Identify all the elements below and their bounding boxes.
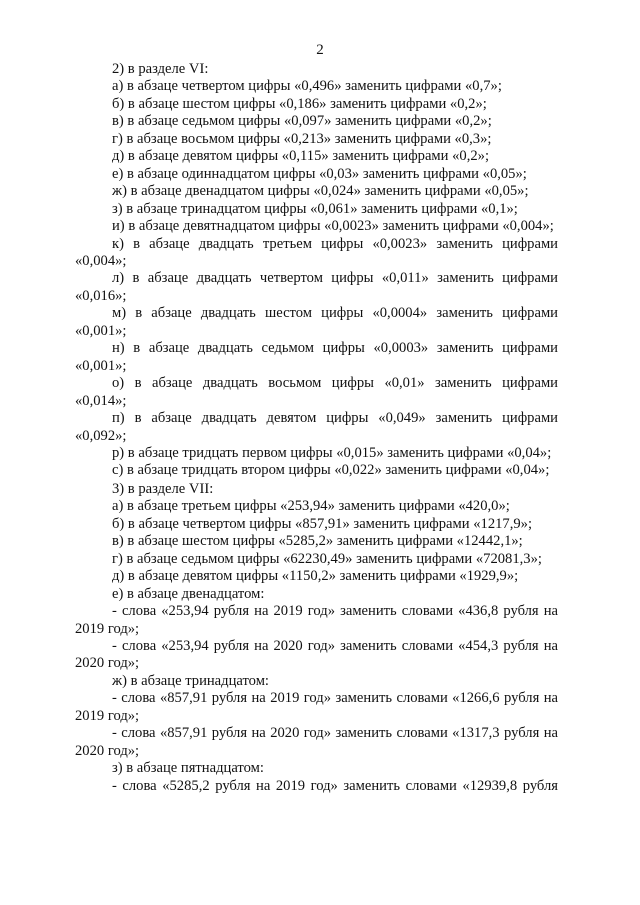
section-heading: 3) в разделе VII: xyxy=(112,480,214,497)
paragraph: б) в абзаце четвертом цифры «857,91» заменить цифрами «1217,9»; xyxy=(112,515,533,532)
paragraph: ж) в абзаце тринадцатом: xyxy=(112,672,269,689)
paragraph: д) в абзаце девятом цифры «0,115» заменить цифрами «0,2»; xyxy=(112,148,490,165)
section-heading: 2) в разделе VI: xyxy=(112,61,209,77)
paragraph: з) в абзаце пятнадцатом: xyxy=(112,760,264,777)
paragraph: б) в абзаце шестом цифры «0,186» заменить цифрами «0,2»; xyxy=(112,95,487,112)
paragraph: в) в абзаце седьмом цифры «0,097» заменить цифрами «0,2»; xyxy=(112,113,492,130)
paragraph: а) в абзаце третьем цифры «253,94» заменить цифрами «420,0»; xyxy=(112,498,510,515)
paragraph: - слова «253,94 рубля на 2019 год» заменить словами «436,8 рубля на 2019 год»; xyxy=(75,603,558,637)
paragraph: з) в абзаце тринадцатом цифры «0,061» заменить цифрами «0,1»; xyxy=(112,200,518,217)
paragraph: - слова «857,91 рубля на 2019 год» заменить словами «1266,6 рубля на 2019 год»; xyxy=(75,690,558,724)
paragraph: р) в абзаце тридцать первом цифры «0,015» заменить цифрами «0,04»; xyxy=(112,444,552,461)
page-number: 2 xyxy=(316,42,324,58)
paragraph: - слова «857,91 рубля на 2020 год» заменить словами «1317,3 рубля на 2020 год»; xyxy=(75,725,558,759)
paragraph: г) в абзаце восьмом цифры «0,213» заменить цифрами «0,3»; xyxy=(112,130,492,147)
paragraph: в) в абзаце шестом цифры «5285,2» заменить цифрами «12442,1»; xyxy=(112,533,523,550)
paragraph: м) в абзаце двадцать шестом цифры «0,0004» заменить цифрами «0,001»; xyxy=(75,305,558,339)
paragraph: п) в абзаце двадцать девятом цифры «0,049» заменить цифрами «0,092»; xyxy=(75,410,558,444)
paragraph: е) в абзаце одиннадцатом цифры «0,03» заменить цифрами «0,05»; xyxy=(112,165,527,182)
paragraph: г) в абзаце седьмом цифры «62230,49» заменить цифрами «72081,3»; xyxy=(112,550,542,567)
paragraph: н) в абзаце двадцать седьмом цифры «0,0003» заменить цифрами «0,001»; xyxy=(75,340,558,374)
paragraph: ж) в абзаце двенадцатом цифры «0,024» заменить цифрами «0,05»; xyxy=(112,183,529,200)
paragraph: - слова «253,94 рубля на 2020 год» заменить словами «454,3 рубля на 2020 год»; xyxy=(75,637,558,672)
paragraph: к) в абзаце двадцать третьем цифры «0,0023» заменить цифрами «0,004»; xyxy=(75,235,558,269)
paragraph: о) в абзаце двадцать восьмом цифры «0,01» заменить цифрами «0,014»; xyxy=(75,375,558,409)
paragraph: е) в абзаце двенадцатом: xyxy=(112,585,265,602)
paragraph: д) в абзаце девятом цифры «1150,2» заменить цифрами «1929,9»; xyxy=(112,568,519,585)
document-body xyxy=(75,61,558,795)
paragraph: - слова «5285,2 рубля на 2019 год» заменить словами «12939,8 рубля xyxy=(112,777,558,794)
paragraph: л) в абзаце двадцать четвертом цифры «0,011» заменить цифрами «0,016»; xyxy=(75,270,558,304)
paragraph: и) в абзаце девятнадцатом цифры «0,0023» заменить цифрами «0,004»; xyxy=(112,218,554,235)
paragraph: а) в абзаце четвертом цифры «0,496» заменить цифрами «0,7»; xyxy=(112,78,502,95)
paragraph: с) в абзаце тридцать втором цифры «0,022» заменить цифрами «0,04»; xyxy=(112,462,550,479)
